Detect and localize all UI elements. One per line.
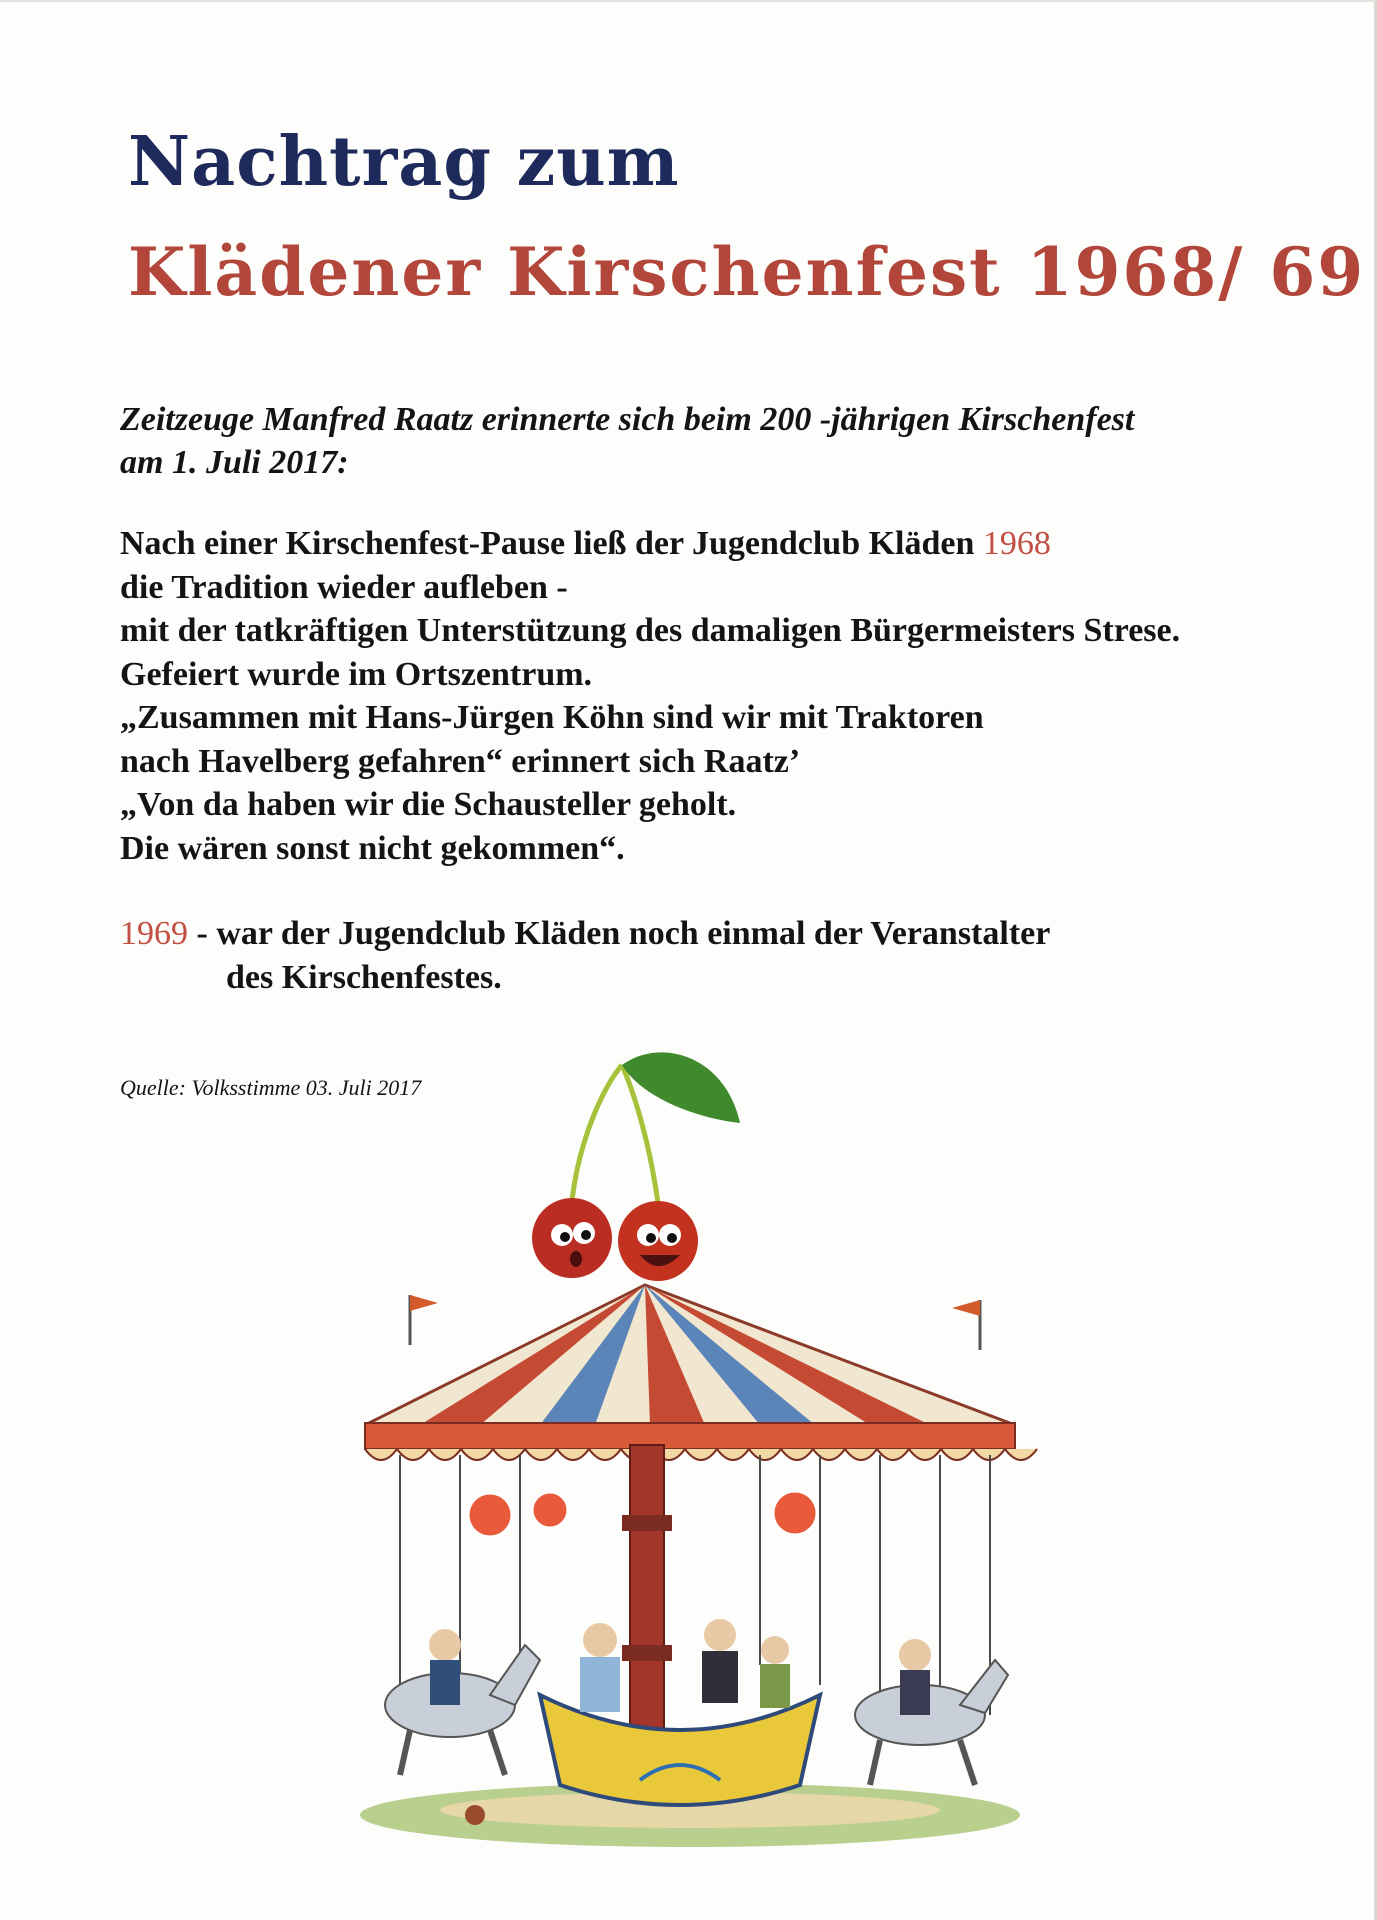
ball: [465, 1805, 485, 1825]
paragraph-line: „Zusammen mit Hans-Jürgen Köhn sind wir mit Traktoren: [120, 699, 984, 736]
paragraph-line: mit der tatkräftigen Unterstützung des damaligen Bürgermeisters Strese.: [120, 612, 1181, 649]
lantern-icon: [532, 1492, 568, 1528]
cherry-left: [532, 1198, 612, 1278]
rider: [583, 1623, 617, 1657]
paragraph-line: nach Havelberg gefahren“ erinnert sich Raatz’: [120, 742, 801, 780]
paragraph-line: Die wären sonst nicht gekommen“.: [120, 829, 625, 867]
paragraph-line: Gefeiert wurde im Ortszentrum.: [120, 655, 593, 693]
carousel-illustration: [340, 1045, 1040, 1865]
rider-body: [580, 1657, 620, 1712]
page-title: Nachtrag zum: [128, 122, 680, 202]
source-citation: Quelle: Volksstimme 03. Juli 2017: [120, 1075, 422, 1100]
pole-band: [622, 1645, 672, 1661]
lantern-icon: [468, 1493, 512, 1537]
paragraph-line: die Tradition wieder aufleben -: [120, 568, 568, 606]
horse-left: [385, 1629, 540, 1775]
intro-line-2: am 1. Juli 2017:: [120, 444, 349, 481]
paragraph-line: „Von da haben wir die Schausteller geholt.: [120, 786, 737, 823]
intro-text: [120, 398, 1270, 484]
flag-icon: [952, 1300, 980, 1350]
cherry-right: [618, 1201, 698, 1281]
cherry-stem: [572, 1065, 622, 1200]
pole-band: [622, 1515, 672, 1531]
year-1968: 1968: [982, 525, 1051, 562]
paragraph-line: [120, 915, 1050, 952]
page-subtitle: Klädener Kirschenfest 1968/ 69: [128, 233, 1366, 311]
roof-scallops: [365, 1449, 1037, 1460]
rider: [761, 1636, 789, 1664]
paragraph-line: [120, 522, 1310, 566]
flag-icon: [410, 1295, 438, 1345]
lantern-icon: [773, 1491, 817, 1535]
roof-valance: [365, 1423, 1015, 1449]
horse-right: [855, 1639, 1008, 1785]
rider-body: [702, 1651, 738, 1703]
paragraph-1969: [120, 912, 1310, 999]
paragraph-line-indented: des Kirschenfestes.: [226, 958, 502, 996]
year-1969: 1969: [120, 915, 188, 952]
paragraph-line-text: Nach einer Kirschenfest-Pause ließ der Jugendclub Kläden: [120, 525, 983, 562]
rider: [704, 1619, 736, 1651]
paragraph-line-text: - war der Jugendclub Kläden noch einmal der Veranstalter: [188, 915, 1051, 952]
rider-body: [760, 1664, 790, 1708]
intro-line-1: Zeitzeuge Manfred Raatz erinnerte sich beim 200 -jährigen Kirschenfest: [120, 401, 1135, 438]
main-paragraph: [120, 522, 1310, 870]
